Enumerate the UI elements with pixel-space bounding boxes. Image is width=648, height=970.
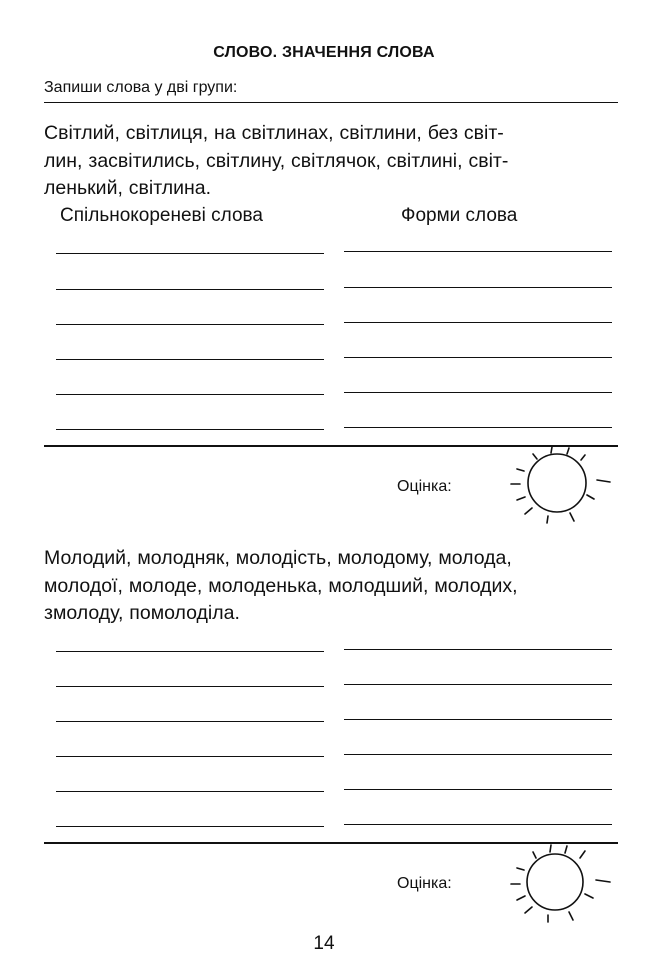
exercise1-line: Світлий, світлиця, на світлинах, світлини, без світ-: [44, 122, 504, 144]
answer-line[interactable]: [56, 429, 324, 430]
answer-line[interactable]: [344, 649, 612, 650]
exercise2-line: Молодий, молодняк, молодість, молодому, молода,: [44, 547, 512, 569]
answer-line[interactable]: [56, 791, 324, 792]
answer-line[interactable]: [56, 686, 324, 687]
answer-line[interactable]: [344, 719, 612, 720]
answer-line[interactable]: [56, 289, 324, 290]
answer-line[interactable]: [344, 287, 612, 288]
exercise1-line: ленький, світлина.: [44, 177, 212, 199]
answer-line[interactable]: [56, 359, 324, 360]
answer-line[interactable]: [56, 253, 324, 254]
answer-line[interactable]: [56, 756, 324, 757]
page-title: СЛОВО. ЗНАЧЕННЯ СЛОВА: [213, 44, 435, 61]
exercise2-line: молодої, молоде, молоденька, молодший, молодих,: [44, 574, 518, 597]
answer-line[interactable]: [56, 394, 324, 395]
answer-line[interactable]: [344, 322, 612, 323]
answer-line[interactable]: [56, 324, 324, 325]
grade-label: Оцінка:: [397, 478, 452, 495]
grade-label: Оцінка:: [397, 875, 452, 892]
page-number: 14: [313, 933, 335, 954]
answer-line[interactable]: [344, 824, 612, 825]
exercise1-line: лин, засвітились, світлину, світлячок, світлині, світ-: [44, 149, 509, 172]
exercise1-words: [44, 120, 624, 203]
answer-line[interactable]: [344, 251, 612, 252]
answer-line[interactable]: [344, 392, 612, 393]
column-heading-word-forms: Форми слова: [401, 205, 518, 226]
instruction-text: Запиши слова у дві групи:: [44, 79, 238, 96]
exercise2-words: [44, 545, 624, 628]
sun-icon: [503, 440, 619, 540]
answer-line[interactable]: [56, 721, 324, 722]
answer-line[interactable]: [344, 789, 612, 790]
answer-line[interactable]: [56, 826, 324, 827]
answer-line[interactable]: [56, 651, 324, 652]
answer-line[interactable]: [344, 754, 612, 755]
sun-icon: [503, 838, 619, 938]
answer-line[interactable]: [344, 684, 612, 685]
column-heading-cognates: Спільнокореневі слова: [60, 205, 263, 226]
exercise2-line: змолоду, помолоділа.: [44, 602, 240, 624]
instruction-underline: [44, 102, 618, 103]
answer-line[interactable]: [344, 427, 612, 428]
answer-line[interactable]: [344, 357, 612, 358]
